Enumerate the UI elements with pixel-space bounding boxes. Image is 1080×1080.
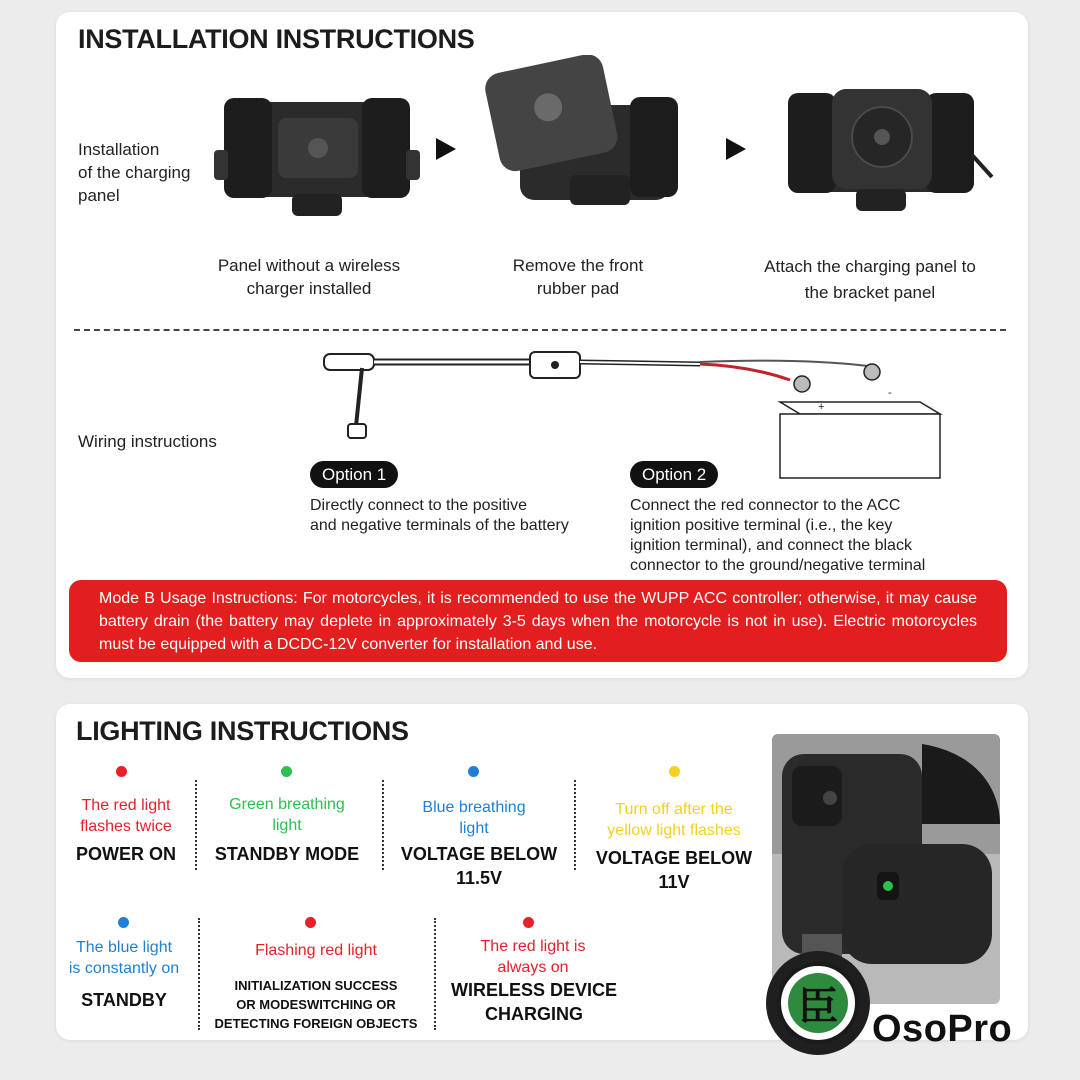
red-dot-icon [523, 917, 534, 928]
red-dot-icon [116, 766, 127, 777]
yellow-dot-icon [669, 766, 680, 777]
step-caption-3: Attach the charging panel to the bracket panel [764, 257, 976, 302]
brand-logo [766, 951, 870, 1055]
column-divider [574, 780, 576, 870]
wiring-label: Wiring instructions [78, 432, 217, 451]
mode-voltage-below-11-5: VOLTAGE BELOW 11.5V [400, 844, 558, 888]
step-caption-2: Remove the front rubber pad [512, 256, 644, 298]
light-desc-voltage-11: Turn off after the yellow light flashes [607, 801, 741, 839]
light-desc-initialization: Flashing red light [255, 942, 377, 959]
mode-voltage-below-11: VOLTAGE BELOW 11V [595, 848, 753, 892]
mode-initialization: INITIALIZATION SUCCESS OR MODESWITCHING OR DETECTING FOREIGN OBJECTS [214, 978, 418, 1031]
brand-glyph: 臣 [788, 973, 848, 1033]
lighting-title: LIGHTING INSTRUCTIONS [76, 716, 409, 746]
option-1-pill: Option 1 [310, 461, 398, 488]
column-divider [195, 780, 197, 870]
blue-dot-icon [468, 766, 479, 777]
light-desc-power-on: The red light flashes twice [80, 797, 172, 835]
battery-plus-mark: + [818, 401, 825, 413]
green-dot-icon [281, 766, 292, 777]
option-2-text: Connect the red connector to the ACC ignition positive terminal (i.e., the key ignition terminal), and connect the black connector to the ground/negative terminal [630, 497, 926, 574]
battery-minus-mark: - [888, 387, 892, 399]
light-desc-standby-mode: Green breathing light [229, 796, 345, 834]
option-1-text: Directly connect to the positive and negative terminals of the battery [310, 497, 569, 534]
blue-dot-icon [118, 917, 129, 928]
column-divider [434, 918, 436, 1030]
section-divider [74, 329, 1006, 331]
arrow-right-icon [726, 138, 746, 160]
mode-power-on: POWER ON [75, 844, 176, 864]
device-image-bare-panel [212, 90, 422, 220]
red-dot-icon [305, 917, 316, 928]
light-desc-voltage-11-5: Blue breathing light [422, 799, 526, 837]
mode-wireless-device-charging: WIRELESS DEVICE CHARGING [450, 980, 618, 1024]
installation-title: INSTALLATION INSTRUCTIONS [78, 24, 475, 54]
brand-name: OsoPro [872, 1008, 1013, 1050]
light-desc-standby: The blue light is constantly on [68, 939, 180, 977]
device-image-remove-pad [480, 55, 690, 215]
option-2-pill: Option 2 [630, 461, 718, 488]
column-divider [382, 780, 384, 870]
mode-standby-mode: STANDBY MODE [214, 844, 360, 864]
arrow-right-icon [436, 138, 456, 160]
mode-standby: STANDBY [81, 990, 167, 1010]
step-caption-1: Panel without a wireless charger installed [217, 256, 401, 298]
mode-b-notice: Mode B Usage Instructions: For motorcycles, it is recommended to use the WUPP ACC controller; otherwise, it may cause battery drain (the battery may deplete in approximately 3-5 days when the motorcycle is not in use). Electric motorcycles must be equipped with a DCDC-12V converter for installation and use. [69, 580, 1007, 662]
device-image-charger-attached [776, 85, 998, 215]
light-desc-wireless-charging: The red light is always on [480, 938, 586, 976]
installation-step-label: Installation of the charging panel [78, 140, 191, 205]
column-divider [198, 918, 200, 1030]
